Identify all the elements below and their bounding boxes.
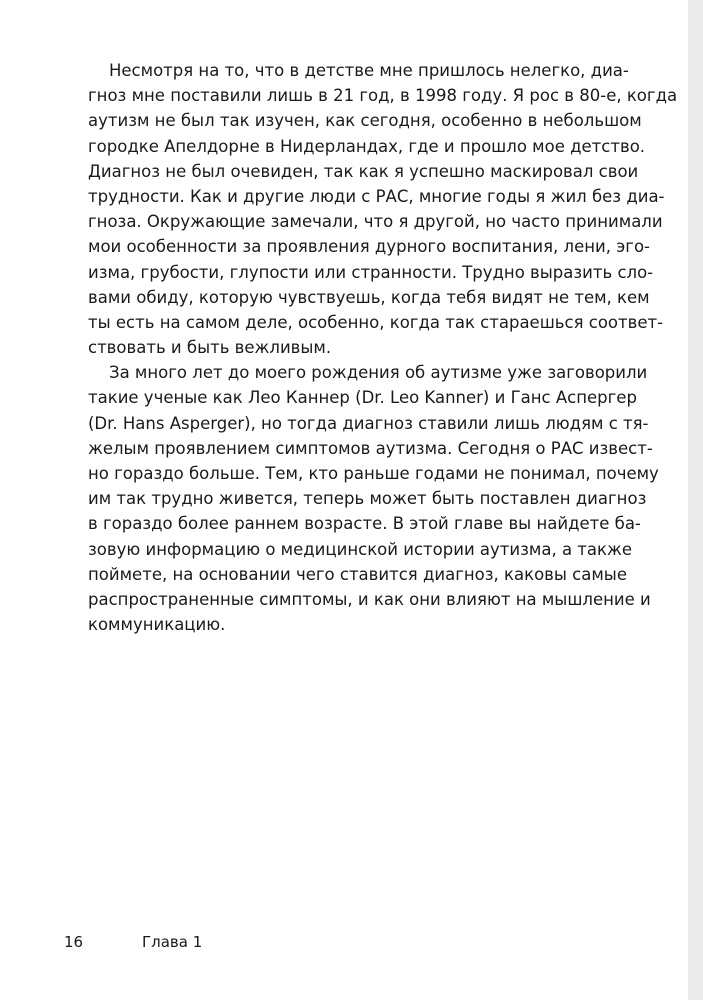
text-line: вами обиду, которую чувствуешь, когда тебя видят не тем, кем [88, 287, 650, 307]
text-line: распространенные симптомы, и как они влияют на мышление и [88, 589, 651, 609]
text-line: такие ученые как Лео Каннер (Dr. Leo Kanner) и Ганс Аспергер [88, 388, 637, 408]
text-line: в гораздо более раннем возрасте. В этой главе вы найдете ба- [88, 514, 641, 534]
text-line: гноз мне поставили лишь в 21 год, в 1998 году. Я рос в 80-е, когда [88, 86, 678, 106]
text-line: ствовать и быть вежливым. [88, 338, 332, 358]
paragraph-2 [88, 360, 659, 637]
text-line: зовую информацию о медицинской истории аутизма, а также [88, 539, 633, 559]
text-line: аутизм не был так изучен, как сегодня, особенно в небольшом [88, 111, 642, 131]
chapter-label: Глава 1 [142, 933, 203, 951]
text-line: Несмотря на то, что в детстве мне пришлось нелегко, диа- [109, 61, 629, 80]
text-line: изма, грубости, глупости или странности. Трудно выразить сло- [88, 262, 654, 282]
text-line: коммуникацию. [88, 615, 226, 635]
text-line: трудности. Как и другие люди с РАС, многие годы я жил без диа- [88, 186, 665, 206]
page-edge [688, 0, 703, 1000]
text-line: (Dr. Hans Asperger), но тогда диагноз ставили лишь людям с тя- [88, 413, 649, 433]
text-line: За много лет до моего рождения об аутизме уже заговорили [109, 363, 648, 383]
page-number: 16 [64, 933, 84, 951]
text-line: желым проявлением симптомов аутизма. Сегодня о РАС извест- [88, 438, 653, 458]
text-line: Диагноз не был очевиден, так как я успешно маскировал свои [88, 161, 639, 181]
text-line: мои особенности за проявления дурного воспитания, лени, эго- [88, 237, 650, 257]
text-line: поймете, на основании чего ставится диагноз, каковы самые [88, 564, 627, 584]
text-line: гноза. Окружающие замечали, что я другой, но часто принимали [88, 212, 663, 232]
text-line: им так трудно живется, теперь может быть поставлен диагноз [88, 489, 647, 509]
text-line: ты есть на самом деле, особенно, когда так стараешься соответ- [88, 312, 664, 332]
text-line: городке Апелдорне в Нидерландах, где и прошло мое детство. [88, 136, 646, 156]
text-line: но гораздо больше. Тем, кто раньше годами не понимал, почему [88, 464, 659, 483]
paragraph-1 [88, 58, 678, 360]
body-text [88, 58, 678, 637]
